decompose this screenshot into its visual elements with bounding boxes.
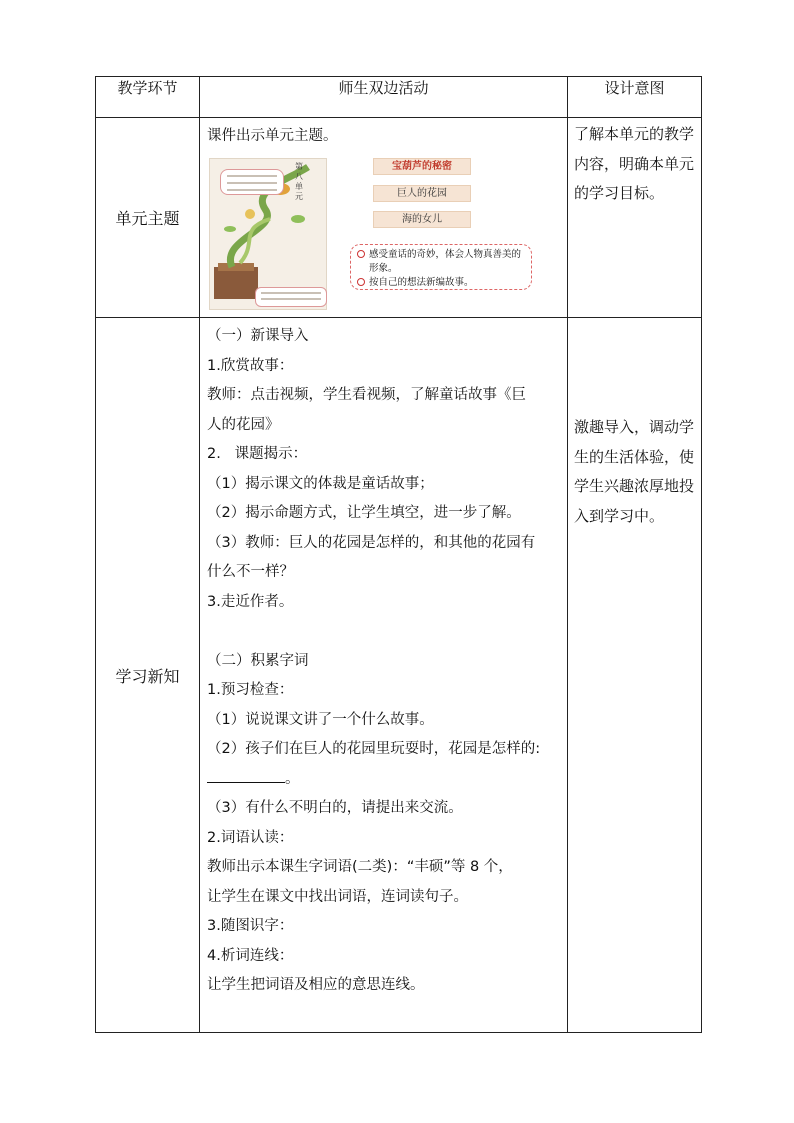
activity-line: 人的花园》: [207, 416, 280, 433]
answer-blank[interactable]: [207, 766, 285, 783]
activity-line: （一）新课导入: [207, 328, 309, 344]
unit-book-cover: [209, 158, 327, 310]
blank-line: [207, 617, 561, 647]
bullet-icon: [357, 278, 365, 286]
unit-goals-box: [350, 244, 532, 290]
row-new-knowledge: [96, 318, 702, 1033]
activity-line: 课件出示单元主题。: [207, 128, 338, 144]
activity-line: （3）有什么不明白的，请提出来交流。: [207, 800, 463, 816]
header-stage: 教学环节: [96, 77, 200, 118]
lesson-tag: 宝葫芦的秘密: [373, 158, 471, 175]
activity-line: 让学生把词语及相应的意思连线。: [207, 977, 425, 993]
activity-line: 1.预习检查：: [207, 682, 294, 698]
lesson-tag: 海的女儿: [373, 211, 471, 228]
activity-line: （2）孩子们在巨人的花园里玩耍时，花园是怎样的:: [207, 741, 541, 757]
activity-line: 让学生在课文中找出词语，连词读句子。: [207, 888, 468, 905]
activity-line: 教师出示本课生字词语(二类)：“丰硕”等 8 个，: [207, 859, 513, 875]
lesson-plan-table: [95, 76, 702, 1033]
book-cover-note: [220, 169, 284, 195]
header-intent: 设计意图: [568, 77, 702, 118]
lesson-tag: 巨人的花园: [373, 185, 471, 202]
activity-line: 教师：点击视频，学生看视频，了解童话故事《巨: [207, 387, 526, 403]
activity-line: 4.析词连线：: [207, 947, 294, 964]
activity-line: （3）教师：巨人的花园是怎样的，和其他的花园有: [207, 534, 536, 551]
bullet-icon: [357, 250, 365, 258]
activity-line: （1）揭示课文的体裁是童话故事；: [207, 475, 434, 492]
activity-line: 2.词语认读：: [207, 829, 294, 846]
activity-line: （二）积累字词: [207, 652, 309, 669]
section-label: 单元主题: [96, 118, 200, 318]
activity-line: 1.欣赏故事：: [207, 357, 294, 374]
activity-cell: [200, 118, 568, 318]
intent-cell: 了解本单元的教学内容，明确本单元的学习目标。: [568, 118, 702, 318]
book-cover-note: [255, 287, 327, 307]
intent-cell: 激趣导入，调动学生的生活体验，使学生兴趣浓厚地投入到学习中。: [568, 318, 702, 1033]
activity-line: 3.走近作者。: [207, 593, 294, 610]
fill-blank-line: [207, 765, 561, 795]
activity-line: （2）揭示命题方式，让学生填空，进一步了解。: [207, 505, 521, 521]
activity-line: 。: [285, 770, 300, 787]
row-unit-theme: [96, 118, 702, 318]
book-cover-title: 第八单元: [295, 161, 303, 201]
goal-text: 按自己的想法新编故事。: [369, 276, 474, 288]
header-row: [96, 77, 702, 118]
activity-cell: [200, 318, 568, 1033]
goal-text: 形象。: [369, 262, 398, 274]
unit-slide-image: [207, 154, 532, 312]
activity-line: 2. 课题揭示：: [207, 446, 308, 462]
activity-line: 什么不一样？: [207, 564, 294, 580]
activity-line: （1）说说课文讲了一个什么故事。: [207, 711, 434, 728]
activity-line: 3.随图识字：: [207, 918, 294, 934]
section-label: 学习新知: [96, 318, 200, 1033]
goal-text: 感受童话的奇妙，体会人物真善美的: [369, 248, 522, 260]
header-activities: 师生双边活动: [200, 77, 568, 118]
